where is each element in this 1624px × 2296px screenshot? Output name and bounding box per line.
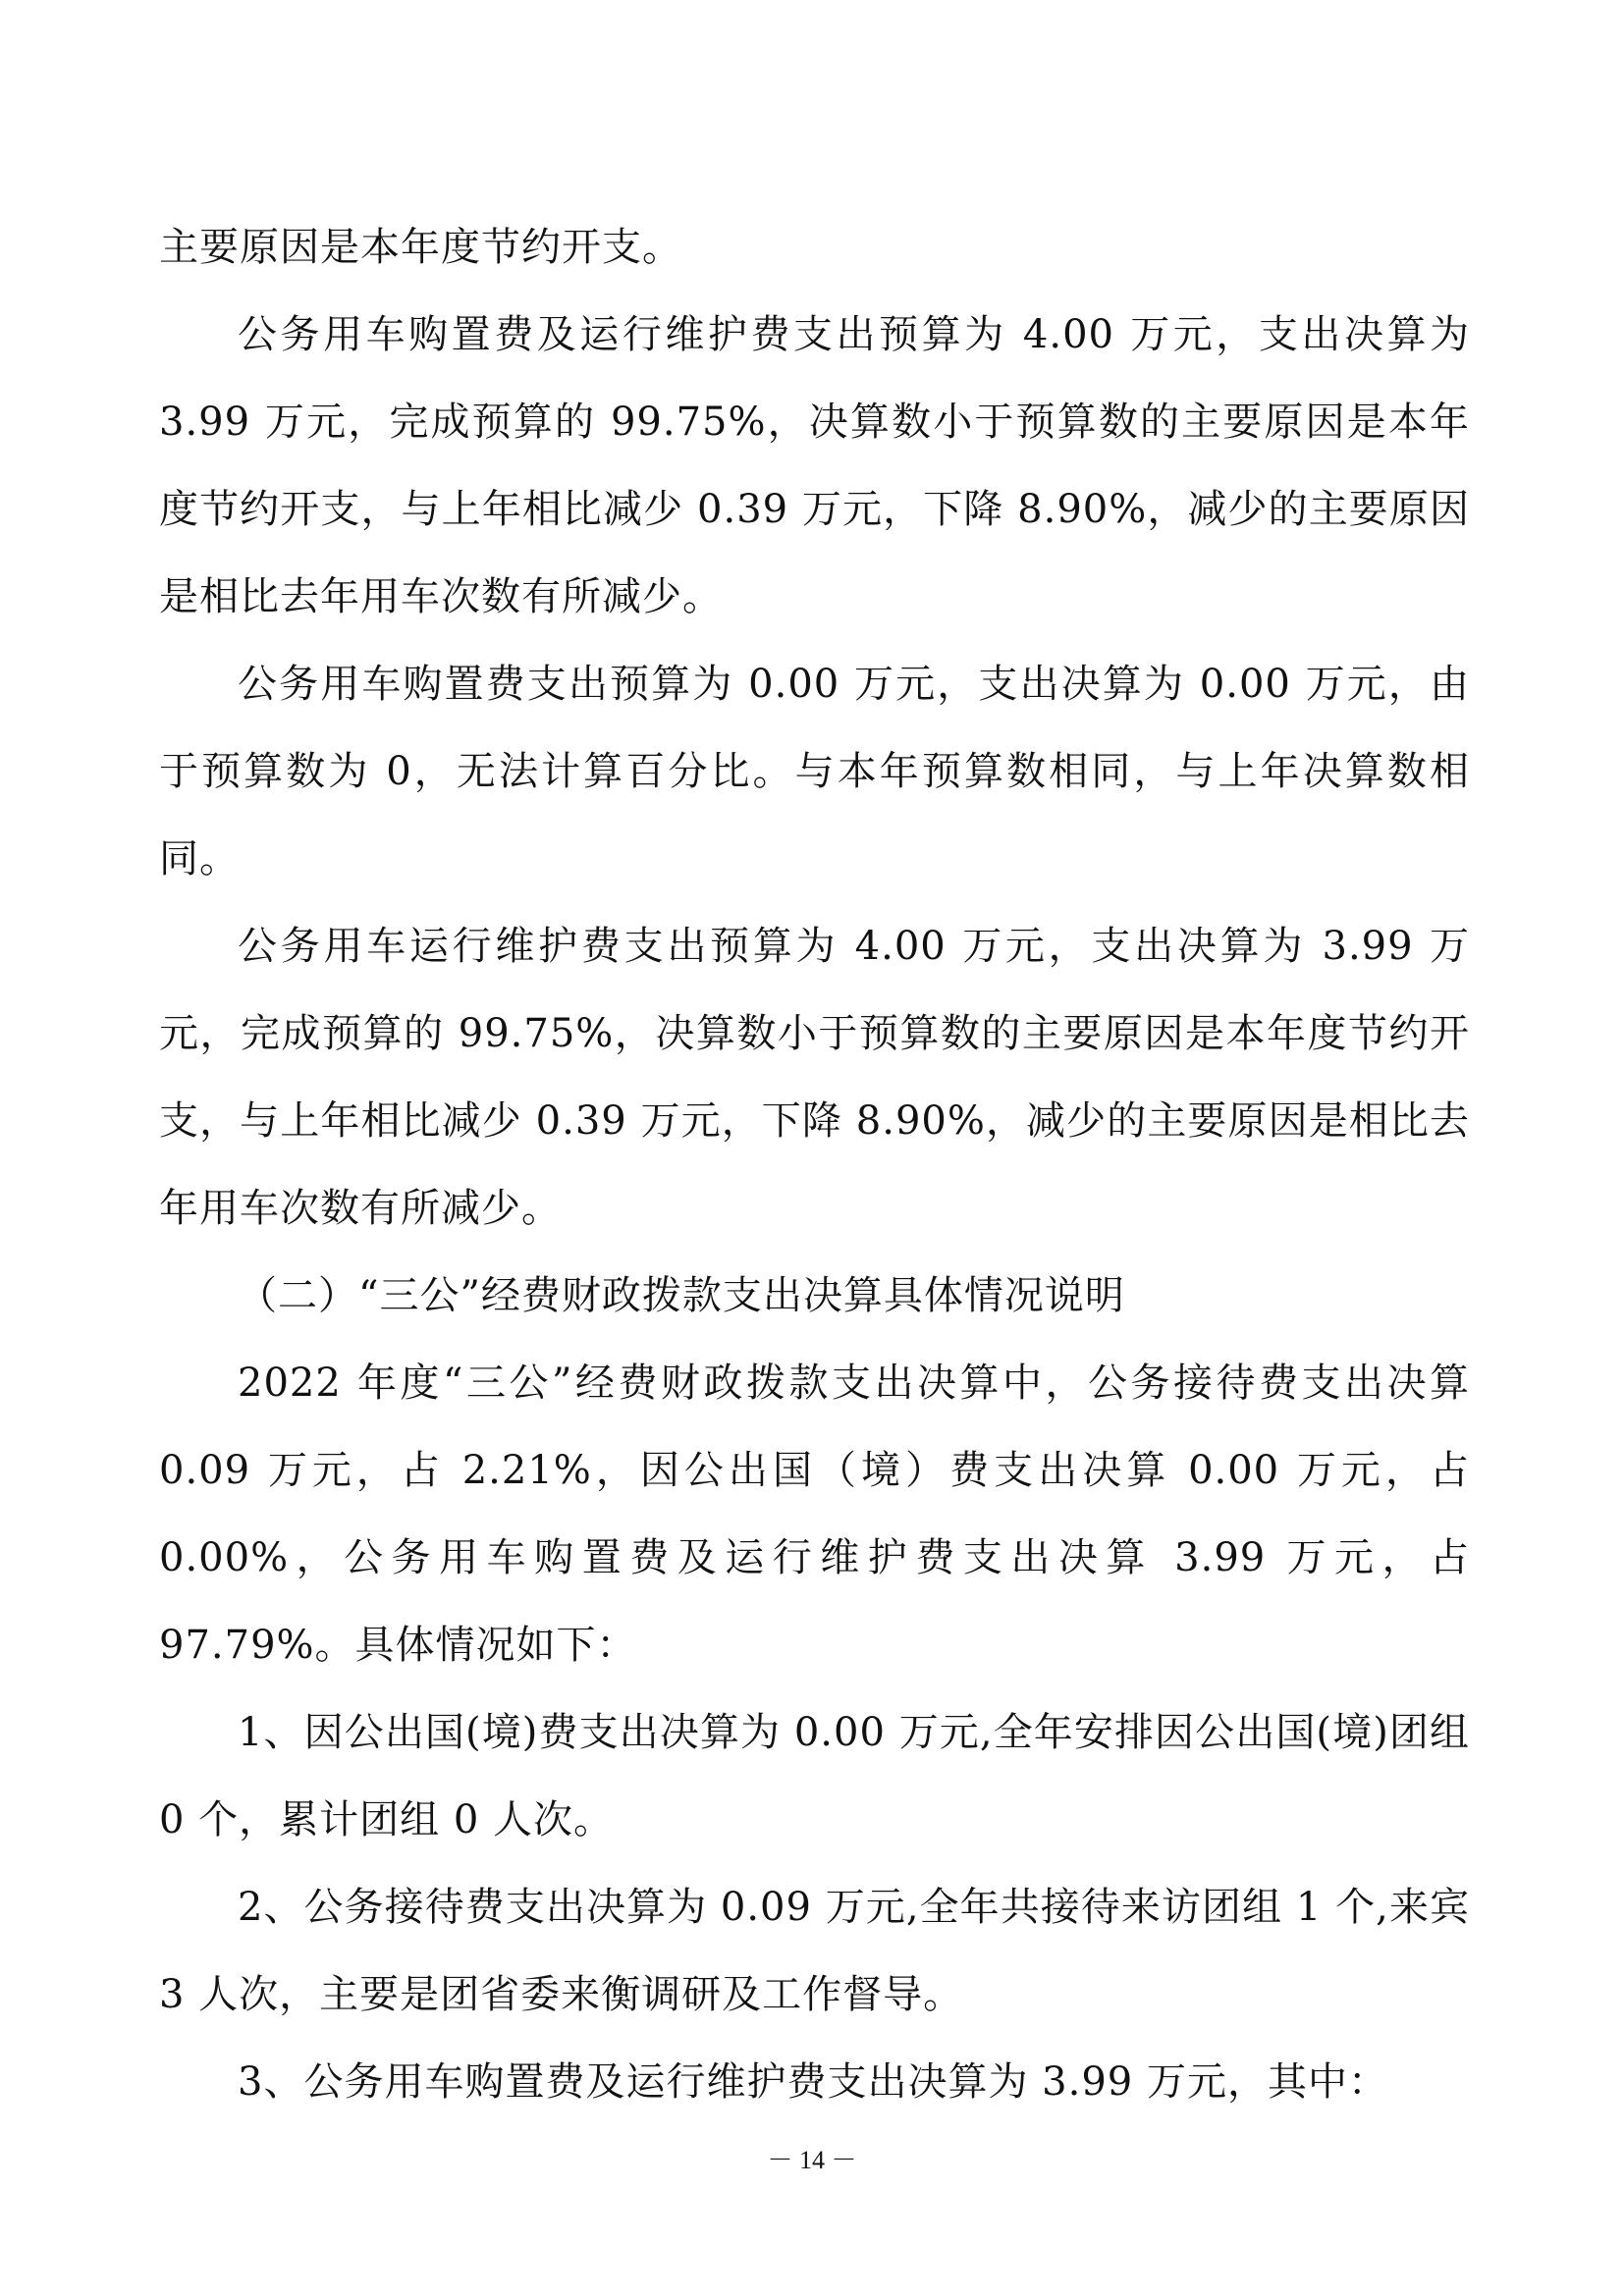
paragraph-summary: 2022 年度“三公”经费财政拨款支出决算中，公务接待费支出决算 0.09 万元，占 2.21%，因公出国（境）费支出决算 0.00 万元，占 0.00%，公务用车购置费及运行维护费支出决算 3.99 万元，占 97.79%。具体情况如下： [159,1361,1470,1668]
paragraph-continuation: 主要原因是本年度节约开支。 [159,225,682,270]
list-item-vehicle: 3、公务用车购置费及运行维护费支出决算为 3.99 万元，其中： [238,2059,1388,2105]
section-heading: （二）“三公”经费财政拨款支出决算具体情况说明 [238,1273,1125,1318]
list-item-reception: 2、公务接待费支出决算为 0.09 万元,全年共接待来访团组 1 个,来宾 3 人次，主要是团省委来衡调研及工作督导。 [159,1885,1470,2017]
document-body [159,204,1470,2126]
list-item-overseas: 1、因公出国(境)费支出决算为 0.00 万元,全年安排因公出国(境)团组 0 个，累计团组 0 人次。 [159,1710,1470,1842]
paragraph-vehicle-purchase: 公务用车购置费支出预算为 0.00 万元，支出决算为 0.00 万元，由于预算数为 0，无法计算百分比。与本年预算数相同，与上年决算数相同。 [159,662,1470,881]
paragraph-vehicle-maintenance: 公务用车运行维护费支出预算为 4.00 万元，支出决算为 3.99 万元，完成预算的 99.75%，决算数小于预算数的主要原因是本年度节约开支，与上年相比减少 0.39 万元，下降 8.90%，减少的主要原因是相比去年用车次数有所减少。 [159,924,1470,1231]
page-number: － 14 － [767,2146,857,2174]
paragraph-vehicle-total: 公务用车购置费及运行维护费支出预算为 4.00 万元，支出决算为 3.99 万元，完成预算的 99.75%，决算数小于预算数的主要原因是本年度节约开支，与上年相比减少 0.39 万元，下降 8.90%，减少的主要原因是相比去年用车次数有所减少。 [159,312,1470,619]
